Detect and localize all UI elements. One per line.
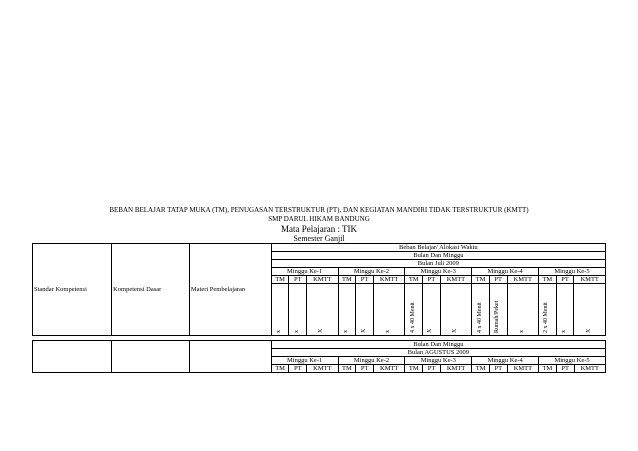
- header-materi-pembelajaran: Materi Pembelajaran: [189, 244, 271, 336]
- sub-kmtt: KMTT: [574, 276, 606, 284]
- header-bulan-minggu: Bulan Dan Minggu: [271, 341, 605, 349]
- header-kompetensi-dasar: Kompetensi Dasar: [112, 244, 190, 336]
- cell-w3-pt: X: [423, 284, 441, 336]
- header-week-3: Minggu Ke-3: [405, 357, 472, 365]
- cell-w5-pt: x: [556, 284, 574, 336]
- sub-tm: TM: [338, 365, 356, 373]
- header-week-2: Minggu Ke-2: [338, 268, 405, 276]
- header-standar-kompetensi: Standar Kompetensi: [33, 244, 112, 336]
- header-week-3: Minggu Ke-3: [405, 268, 472, 276]
- sub-tm: TM: [405, 365, 423, 373]
- sub-tm: TM: [538, 276, 556, 284]
- sub-kmtt: KMTT: [574, 365, 605, 373]
- header-week-1: Minggu Ke-1: [271, 357, 338, 365]
- cell-w5-kmtt: X: [574, 284, 606, 336]
- header-week-1: Minggu Ke-1: [271, 268, 338, 276]
- cell-w4-kmtt: x: [507, 284, 538, 336]
- cell-w1-pt: x: [289, 284, 307, 336]
- sub-kmtt: KMTT: [307, 365, 338, 373]
- document-title: BEBAN BELAJAR TATAP MUKA (TM), PENUGASAN TERSTRUKTUR (PT), DAN KEGIATAN MANDIRI TIDAK TERSTRUKTUR (KMTT): [109, 206, 529, 214]
- sub-pt: PT: [356, 365, 374, 373]
- header-bulan: Bulan AGUSTUS 2009: [271, 349, 605, 357]
- cell-w2-tm: x: [338, 284, 356, 336]
- sub-pt: PT: [489, 276, 507, 284]
- schedule-table-august: [32, 340, 606, 373]
- sub-pt: PT: [423, 276, 441, 284]
- cell-w1-kmtt: X: [307, 284, 338, 336]
- header-bulan-minggu: Bulan Dan Minggu: [271, 252, 605, 260]
- cell-w5-tm: 2 x 40 Menit: [538, 284, 556, 336]
- sub-kmtt: KMTT: [373, 276, 404, 284]
- header-bulan: Bulan Juli 2009: [271, 260, 605, 268]
- sub-kmtt: KMTT: [507, 276, 538, 284]
- sub-pt: PT: [489, 365, 507, 373]
- cell-w2-kmtt: x: [373, 284, 404, 336]
- semester-label: Semester Ganjil: [293, 234, 345, 243]
- schedule-table-july: [32, 243, 606, 336]
- sub-tm: TM: [472, 276, 490, 284]
- sub-tm: TM: [338, 276, 356, 284]
- empty-standar-cell: [33, 341, 112, 373]
- sub-pt: PT: [423, 365, 441, 373]
- header-week-5: Minggu Ke-5: [539, 357, 606, 365]
- header-week-5: Minggu Ke-5: [538, 268, 605, 276]
- sub-pt: PT: [289, 276, 307, 284]
- sub-kmtt: KMTT: [374, 365, 405, 373]
- sub-tm: TM: [472, 365, 490, 373]
- sub-tm: TM: [539, 365, 557, 373]
- cell-w3-tm: 4 x 40 Menit: [405, 284, 423, 336]
- header-week-2: Minggu Ke-2: [338, 357, 405, 365]
- subject-label: Mata Pelajaran : TIK: [280, 224, 358, 234]
- header-beban-belajar: Beban Belajar/ Alokasi Waktu: [271, 244, 605, 252]
- sub-pt: PT: [356, 276, 374, 284]
- sub-pt: PT: [556, 365, 574, 373]
- sub-kmtt: KMTT: [440, 365, 471, 373]
- header-week-4: Minggu Ke-4: [472, 357, 539, 365]
- cell-w4-tm: 4 x 40 Menit: [472, 284, 490, 336]
- sub-pt: PT: [289, 365, 307, 373]
- cell-w2-pt: X: [356, 284, 374, 336]
- sub-tm: TM: [405, 276, 423, 284]
- sub-kmtt: KMTT: [307, 276, 338, 284]
- cell-w1-tm: x: [271, 284, 289, 336]
- sub-tm: TM: [271, 276, 289, 284]
- sub-tm: TM: [271, 365, 289, 373]
- cell-w4-pt: Rumah/Peket: [489, 284, 507, 336]
- sub-kmtt: KMTT: [440, 276, 471, 284]
- school-name: SMP DARUL HIKAM BANDUNG: [268, 215, 370, 223]
- sub-pt: PT: [556, 276, 574, 284]
- header-week-4: Minggu Ke-4: [472, 268, 539, 276]
- empty-materi-cell: [189, 341, 271, 373]
- sub-kmtt: KMTT: [507, 365, 538, 373]
- cell-w3-kmtt: X: [440, 284, 471, 336]
- empty-kompetensi-cell: [112, 341, 190, 373]
